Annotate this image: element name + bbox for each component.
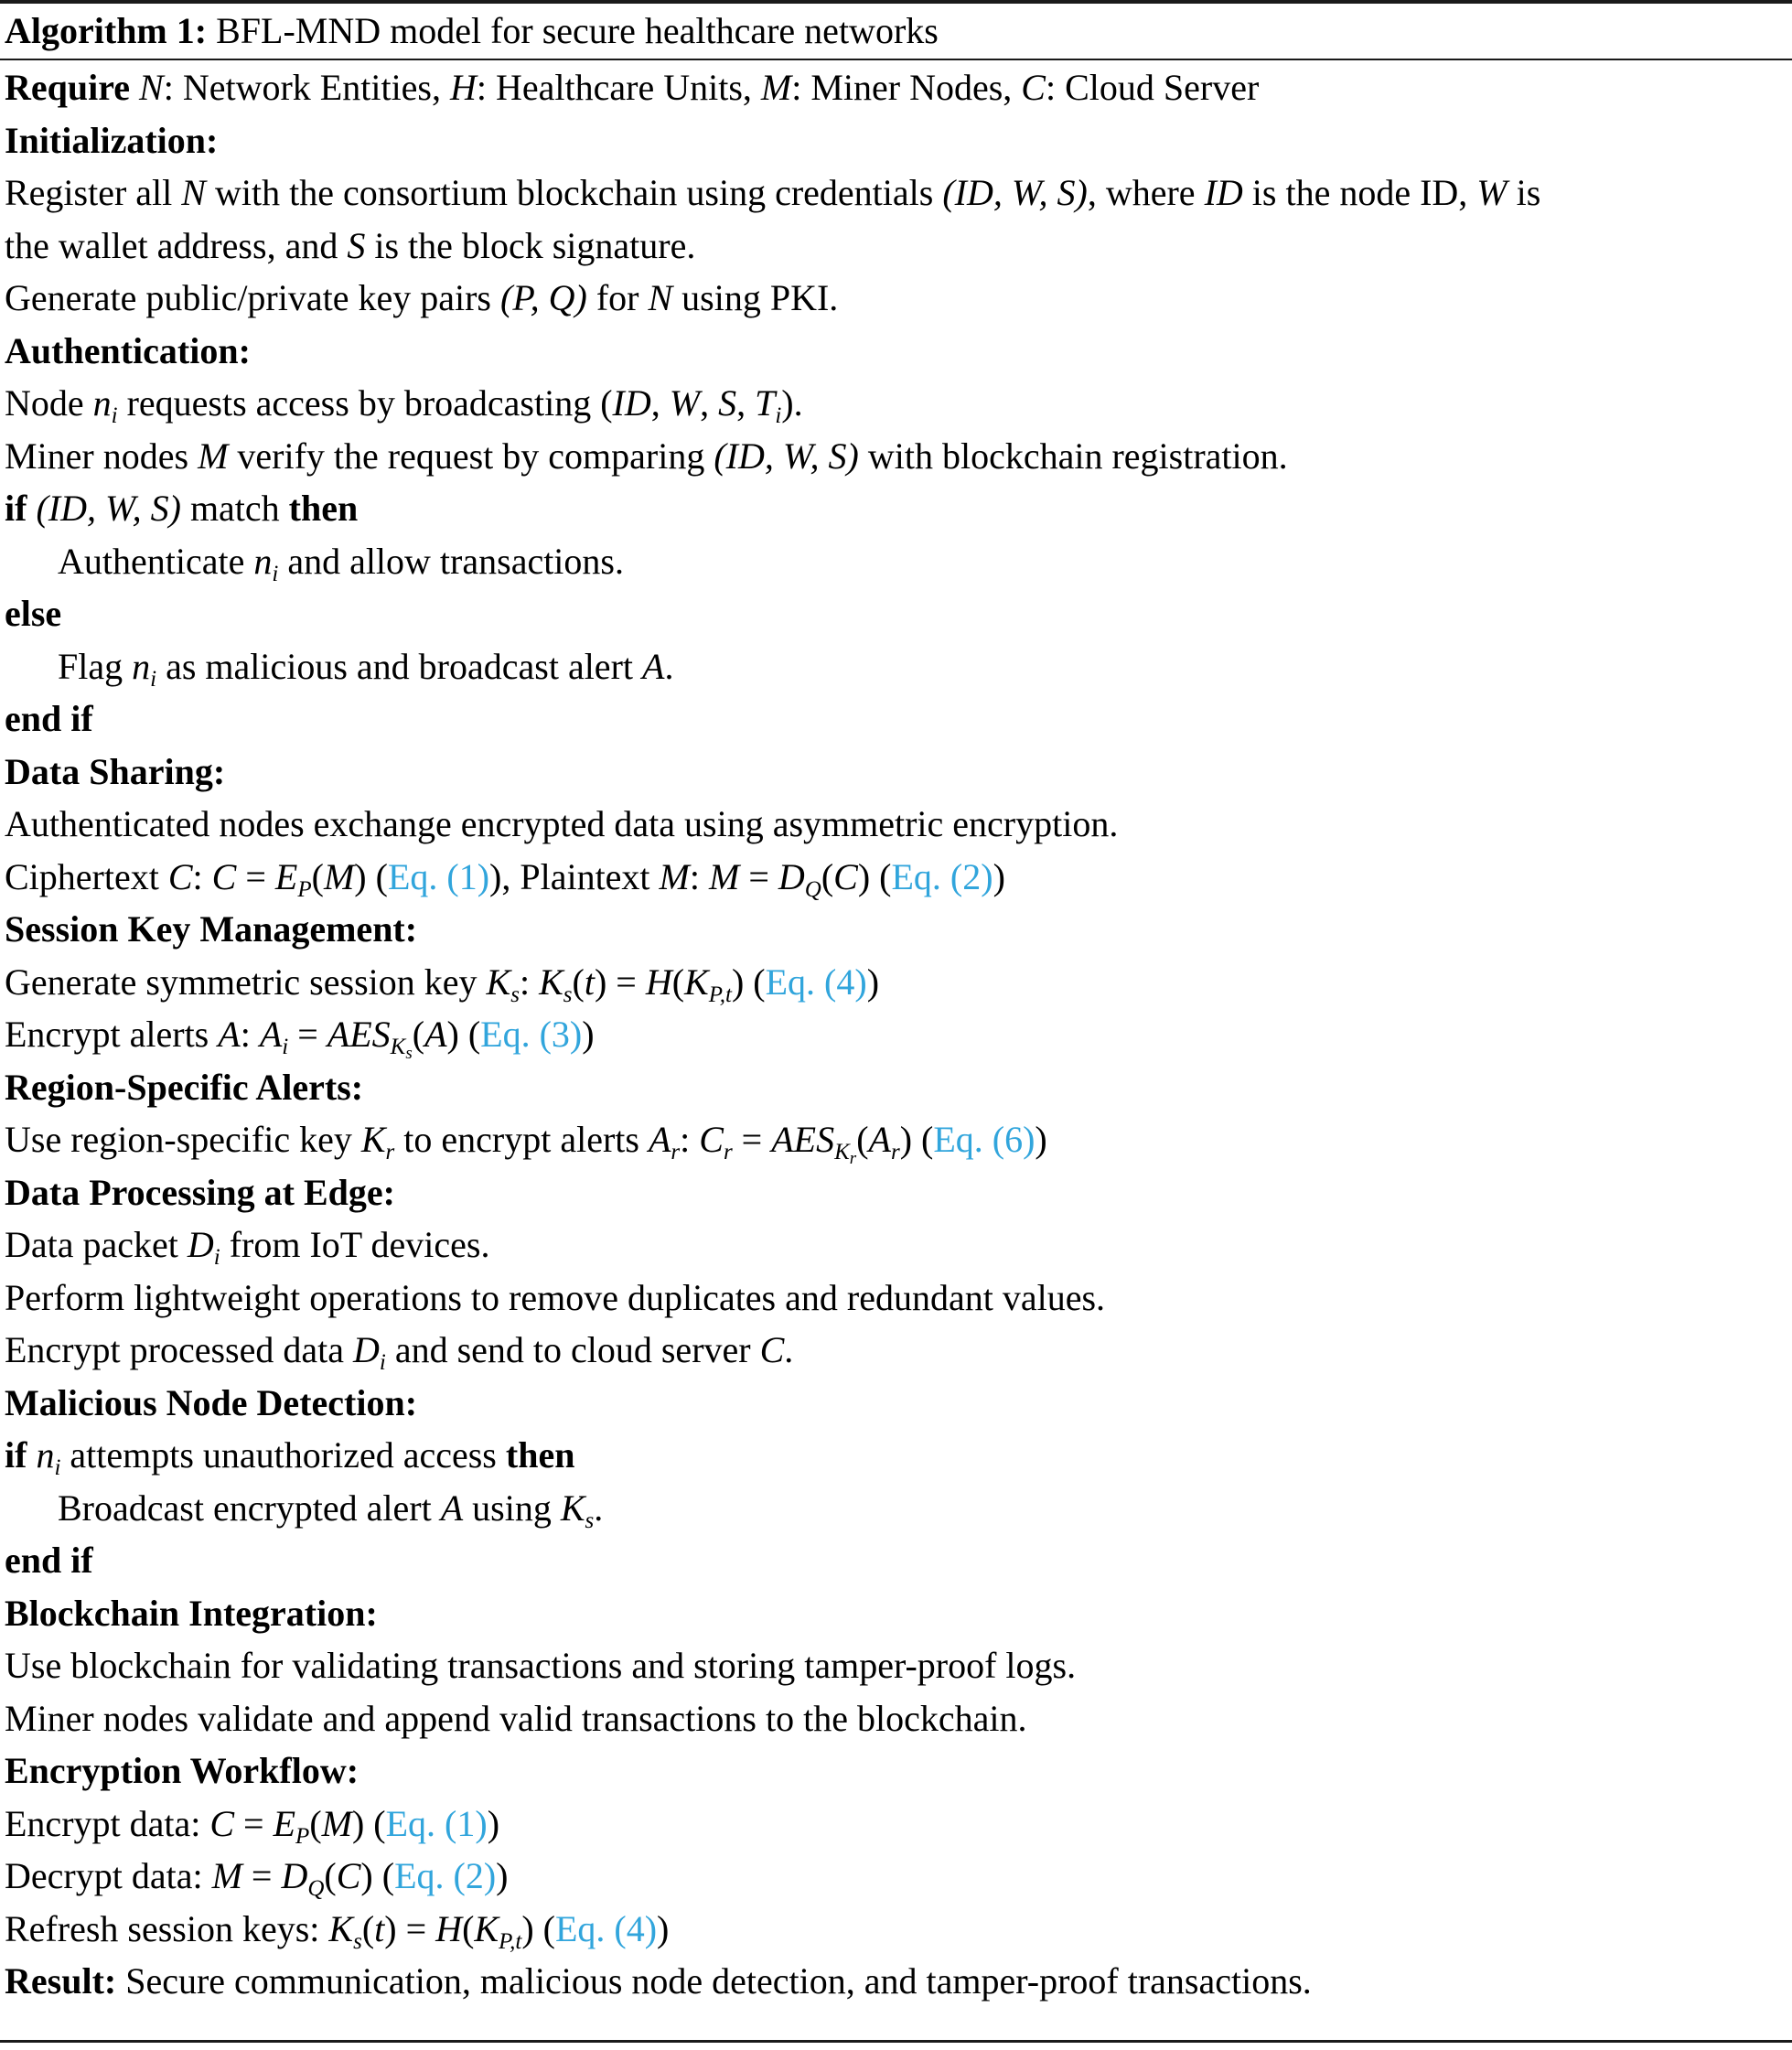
text-segment: ( bbox=[361, 1907, 375, 1949]
text-segment: ID bbox=[612, 382, 651, 424]
text-segment: requests access by broadcasting ( bbox=[117, 382, 613, 424]
text-segment: Region-Specific Alerts: bbox=[5, 1066, 364, 1108]
equation-link[interactable]: Eq. (4) bbox=[554, 1907, 658, 1949]
text-segment: A bbox=[868, 1119, 891, 1160]
text-segment: M bbox=[211, 1855, 242, 1896]
text-segment: D bbox=[778, 855, 805, 897]
algorithm-line bbox=[5, 1272, 1785, 1325]
text-segment: and send to cloud server bbox=[385, 1329, 760, 1370]
text-segment: n bbox=[36, 1434, 55, 1476]
text-segment: ) bbox=[496, 1855, 509, 1896]
text-segment: as malicious and broadcast alert bbox=[156, 645, 642, 687]
text-segment: Broadcast encrypted alert bbox=[58, 1487, 441, 1529]
text-segment: C bbox=[833, 855, 858, 897]
bottom-rule bbox=[0, 2040, 1792, 2043]
text-segment: E bbox=[273, 1802, 296, 1844]
text-segment: N bbox=[139, 67, 164, 108]
text-segment: s bbox=[353, 1928, 362, 1954]
equation-link[interactable]: Eq. (6) bbox=[933, 1119, 1035, 1160]
text-segment: H bbox=[450, 67, 477, 108]
text-segment: M bbox=[760, 67, 792, 108]
text-segment: M bbox=[198, 435, 229, 477]
text-segment: N bbox=[181, 172, 206, 213]
text-segment: : bbox=[519, 961, 540, 1003]
text-segment: Generate public/private key pairs bbox=[5, 277, 500, 318]
text-segment: end if bbox=[5, 698, 93, 739]
text-segment: r bbox=[671, 1140, 681, 1165]
text-segment: P,t bbox=[499, 1928, 522, 1954]
text-segment: , bbox=[736, 382, 756, 424]
text-segment: ) = bbox=[594, 961, 646, 1003]
text-segment: Authentication: bbox=[5, 329, 251, 371]
text-segment: : Cloud Server bbox=[1045, 67, 1260, 108]
text-segment: D bbox=[281, 1855, 308, 1896]
text-segment: to encrypt alerts bbox=[394, 1119, 649, 1160]
text-segment: ( bbox=[309, 1802, 322, 1844]
text-segment: K bbox=[834, 1140, 850, 1165]
text-segment: K bbox=[328, 1907, 354, 1949]
text-segment: ) ( bbox=[899, 1119, 934, 1160]
text-segment: ( bbox=[412, 1014, 425, 1055]
algorithm-line bbox=[5, 535, 1785, 588]
text-segment: i bbox=[111, 403, 118, 428]
text-segment: A bbox=[440, 1487, 464, 1529]
text-segment: ) bbox=[487, 1802, 500, 1844]
algorithm-line bbox=[5, 692, 1785, 746]
algorithm-line bbox=[5, 1744, 1785, 1798]
text-segment: ) ( bbox=[446, 1014, 481, 1055]
equation-link[interactable]: Eq. (1) bbox=[387, 855, 490, 897]
text-segment: s bbox=[510, 982, 520, 1007]
text-segment: verify the request by comparing bbox=[228, 435, 714, 477]
text-segment: M bbox=[321, 1802, 352, 1844]
text-segment: K bbox=[560, 1487, 585, 1529]
text-segment: K bbox=[486, 961, 511, 1003]
text-segment: s bbox=[405, 1044, 413, 1063]
algorithm-line bbox=[5, 1113, 1785, 1166]
text-segment: ) ( bbox=[857, 855, 892, 897]
text-segment: P bbox=[297, 876, 312, 902]
text-segment: t bbox=[374, 1907, 385, 1949]
text-segment: ) bbox=[582, 1014, 595, 1055]
text-segment: i bbox=[272, 561, 279, 586]
algorithm-line bbox=[5, 1166, 1785, 1219]
text-segment: C bbox=[336, 1855, 361, 1896]
text-segment: A bbox=[259, 1014, 283, 1055]
text-segment: attempts unauthorized access bbox=[60, 1434, 506, 1476]
text-segment: : bbox=[680, 1119, 700, 1160]
equation-link[interactable]: Eq. (1) bbox=[385, 1802, 488, 1844]
text-segment: n bbox=[132, 645, 151, 687]
text-segment: Generate symmetric session key bbox=[5, 961, 487, 1003]
algorithm-line bbox=[5, 430, 1785, 483]
text-segment: Authenticate bbox=[58, 540, 254, 582]
text-segment: Encryption Workflow: bbox=[5, 1750, 359, 1791]
text-segment: then bbox=[505, 1434, 575, 1476]
text-segment: (P, Q) bbox=[500, 277, 587, 318]
text-segment: C bbox=[209, 1802, 235, 1844]
text-segment: , where bbox=[1087, 172, 1205, 213]
text-segment: ) = bbox=[384, 1907, 436, 1949]
algorithm-line bbox=[5, 798, 1785, 851]
text-segment: Blockchain Integration: bbox=[5, 1592, 378, 1634]
text-segment: i bbox=[379, 1350, 386, 1375]
text-segment: M bbox=[323, 855, 355, 897]
text-segment: AES bbox=[327, 1014, 391, 1055]
algorithm-line bbox=[5, 1903, 1785, 1956]
text-segment: ) bbox=[657, 1907, 670, 1949]
text-segment: ( bbox=[462, 1907, 475, 1949]
text-segment: ) ( bbox=[354, 855, 388, 897]
text-segment: Use region-specific key bbox=[5, 1119, 361, 1160]
text-segment: ) ( bbox=[351, 1802, 386, 1844]
text-segment: ) bbox=[866, 961, 880, 1003]
text-segment: W bbox=[1476, 172, 1508, 213]
text-segment: is the node ID, bbox=[1242, 172, 1477, 213]
text-segment: = bbox=[234, 1802, 274, 1844]
text-segment: n bbox=[253, 540, 273, 582]
text-segment: C bbox=[1021, 67, 1046, 108]
text-segment: Ciphertext bbox=[5, 855, 168, 897]
text-segment: : Network Entities, bbox=[163, 67, 450, 108]
algorithm-label: Algorithm 1: bbox=[5, 10, 208, 51]
text-segment: Flag bbox=[58, 645, 133, 687]
text-segment: (ID, W, S) bbox=[942, 172, 1088, 213]
text-segment: : Healthcare Units, bbox=[476, 67, 761, 108]
text-segment: t bbox=[584, 961, 595, 1003]
text-segment: is bbox=[1507, 172, 1541, 213]
algorithm-line bbox=[5, 640, 1785, 693]
algorithm-line bbox=[5, 1692, 1785, 1745]
text-segment: Initialization: bbox=[5, 119, 219, 161]
equation-link[interactable]: Eq. (2) bbox=[394, 1855, 497, 1896]
text-segment: A bbox=[642, 645, 665, 687]
text-segment: Authenticated nodes exchange encrypted data using asymmetric encryption. bbox=[5, 803, 1119, 844]
algorithm-line bbox=[5, 1061, 1785, 1114]
text-segment: Encrypt processed data bbox=[5, 1329, 353, 1370]
text-segment: N bbox=[648, 277, 673, 318]
text-segment: Encrypt data: bbox=[5, 1802, 210, 1844]
text-segment: ) ( bbox=[521, 1907, 555, 1949]
text-segment: = bbox=[739, 855, 778, 897]
algorithm-caption bbox=[0, 4, 1792, 59]
text-segment: = bbox=[732, 1119, 772, 1160]
text-segment: = bbox=[236, 855, 275, 897]
text-segment: from IoT devices. bbox=[220, 1224, 490, 1265]
text-segment: . bbox=[784, 1329, 794, 1370]
text-segment: M bbox=[659, 855, 690, 897]
text-segment: i bbox=[282, 1035, 289, 1059]
text-segment: Require bbox=[5, 67, 140, 108]
equation-link[interactable]: Eq. (2) bbox=[891, 855, 993, 897]
text-segment: ) bbox=[1035, 1119, 1047, 1160]
text-segment: r bbox=[385, 1140, 395, 1165]
text-segment: P,t bbox=[708, 982, 732, 1007]
text-segment: , bbox=[650, 382, 670, 424]
text-segment: is the block signature. bbox=[365, 224, 696, 266]
algorithm-line bbox=[5, 1218, 1785, 1272]
text-segment: C bbox=[759, 1329, 785, 1370]
text-segment: C bbox=[167, 855, 193, 897]
algorithm-line bbox=[5, 1324, 1785, 1377]
text-segment: . bbox=[594, 1487, 604, 1529]
algorithm-line bbox=[5, 1850, 1785, 1903]
text-segment: ( bbox=[821, 855, 834, 897]
text-segment: if bbox=[5, 488, 37, 529]
text-segment: C bbox=[211, 855, 237, 897]
text-segment: = bbox=[241, 1855, 282, 1896]
algorithm-line bbox=[5, 482, 1785, 535]
text-segment: with blockchain registration. bbox=[858, 435, 1288, 477]
text-segment: using bbox=[463, 1487, 561, 1529]
text-segment: Result: bbox=[5, 1960, 126, 2002]
text-segment: Refresh session keys: bbox=[5, 1907, 329, 1949]
text-segment: Data Processing at Edge: bbox=[5, 1171, 395, 1213]
text-segment: Perform lightweight operations to remove duplicates and redundant values. bbox=[5, 1276, 1106, 1318]
text-segment: P bbox=[295, 1823, 310, 1849]
text-segment: Encrypt alerts bbox=[5, 1014, 219, 1055]
algorithm-line bbox=[5, 746, 1785, 799]
text-segment: Malicious Node Detection: bbox=[5, 1381, 418, 1423]
text-segment: if bbox=[5, 1434, 37, 1476]
algorithm-line bbox=[5, 587, 1785, 640]
text-segment: with the consortium blockchain using credentials bbox=[205, 172, 943, 213]
algorithm-line bbox=[5, 903, 1785, 956]
text-segment: : bbox=[689, 855, 709, 897]
text-segment: D bbox=[187, 1224, 214, 1265]
text-segment: M bbox=[709, 855, 740, 897]
text-segment: Register all bbox=[5, 172, 182, 213]
text-segment: K bbox=[360, 1119, 386, 1160]
text-segment: K bbox=[539, 961, 563, 1003]
text-segment: s bbox=[585, 1508, 595, 1533]
text-segment: Miner nodes bbox=[5, 435, 199, 477]
algorithm-line bbox=[5, 114, 1785, 167]
text-segment: Session Key Management: bbox=[5, 908, 418, 950]
text-segment: Data packet bbox=[5, 1224, 188, 1265]
text-segment: and allow transactions. bbox=[278, 540, 624, 582]
equation-link[interactable]: Eq. (3) bbox=[480, 1014, 583, 1055]
text-segment: E bbox=[274, 855, 298, 897]
algorithm-line bbox=[5, 1429, 1785, 1482]
text-segment: Data Sharing: bbox=[5, 750, 226, 792]
algorithm-line bbox=[5, 272, 1785, 325]
text-segment: ( bbox=[572, 961, 585, 1003]
text-segment: Q bbox=[804, 876, 821, 902]
text-segment: i bbox=[54, 1455, 61, 1480]
text-segment: match bbox=[180, 488, 289, 529]
text-segment: . bbox=[664, 645, 674, 687]
algorithm-body bbox=[0, 60, 1792, 2008]
text-segment: ( bbox=[324, 1855, 337, 1896]
text-segment: AES bbox=[771, 1119, 835, 1160]
text-segment: i bbox=[775, 403, 782, 428]
text-segment: : bbox=[240, 1014, 260, 1055]
text-segment: A bbox=[424, 1014, 447, 1055]
text-segment: ) bbox=[993, 855, 1005, 897]
algorithm-line bbox=[5, 1482, 1785, 1535]
algorithm-line bbox=[5, 1534, 1785, 1587]
text-segment: (ID, W, S) bbox=[714, 435, 859, 477]
text-segment: : Miner Nodes, bbox=[791, 67, 1022, 108]
text-segment: Secure communication, malicious node detection, and tamper-proof transactions. bbox=[125, 1960, 1312, 2002]
algorithm-line bbox=[5, 166, 1785, 220]
text-segment: r bbox=[723, 1140, 733, 1165]
text-segment: then bbox=[288, 488, 359, 529]
algorithm-line bbox=[5, 1639, 1785, 1692]
text-segment: n bbox=[92, 382, 112, 424]
algorithm-line bbox=[5, 956, 1785, 1009]
algorithm-line bbox=[5, 1377, 1785, 1430]
text-segment: S bbox=[347, 224, 366, 266]
text-segment: end if bbox=[5, 1540, 93, 1581]
text-segment: : bbox=[192, 855, 212, 897]
text-segment: Use blockchain for validating transactions and storing tamper-proof logs. bbox=[5, 1645, 1077, 1686]
text-segment: Miner nodes validate and append valid transactions to the blockchain. bbox=[5, 1697, 1027, 1739]
text-segment: r bbox=[849, 1149, 857, 1168]
text-segment: ( bbox=[856, 1119, 869, 1160]
algorithm-line bbox=[5, 1587, 1785, 1640]
algorithm-line bbox=[5, 1798, 1785, 1851]
text-segment: A bbox=[648, 1119, 671, 1160]
text-segment: else bbox=[5, 593, 62, 634]
text-segment: the wallet address, and bbox=[5, 224, 348, 266]
text-segment: A bbox=[218, 1014, 241, 1055]
text-segment: S bbox=[718, 382, 737, 424]
algorithm-line bbox=[5, 377, 1785, 430]
text-segment: i bbox=[150, 666, 157, 692]
text-segment: (ID, W, S) bbox=[36, 488, 181, 529]
text-segment: K bbox=[684, 961, 709, 1003]
text-segment: ) ( bbox=[731, 961, 766, 1003]
text-segment: for bbox=[586, 277, 649, 318]
text-segment: i bbox=[213, 1245, 220, 1270]
text-segment: = bbox=[288, 1014, 327, 1055]
text-segment: ID bbox=[1204, 172, 1243, 213]
text-segment: ) ( bbox=[360, 1855, 395, 1896]
text-segment: Decrypt data: bbox=[5, 1855, 212, 1896]
algorithm-line bbox=[5, 851, 1785, 904]
text-segment: Node bbox=[5, 382, 93, 424]
equation-link[interactable]: Eq. (4) bbox=[765, 961, 867, 1003]
text-segment: using PKI. bbox=[672, 277, 839, 318]
text-segment: K bbox=[390, 1035, 406, 1059]
text-segment: ( bbox=[311, 855, 324, 897]
text-segment: T bbox=[755, 382, 776, 424]
text-segment: K bbox=[474, 1907, 499, 1949]
algorithm-line bbox=[5, 1008, 1785, 1061]
text-segment: D bbox=[352, 1329, 380, 1370]
algorithm-line bbox=[5, 1955, 1785, 2008]
text-segment: , bbox=[700, 382, 719, 424]
text-segment: W bbox=[669, 382, 701, 424]
text-segment: r bbox=[890, 1140, 900, 1165]
text-segment: H bbox=[645, 961, 672, 1003]
algorithm-title: BFL-MND model for secure healthcare networks bbox=[207, 10, 939, 51]
text-segment: C bbox=[699, 1119, 724, 1160]
text-segment: s bbox=[563, 982, 573, 1007]
text-segment: Q bbox=[307, 1876, 325, 1901]
text-segment: ), Plaintext bbox=[489, 855, 660, 897]
text-segment: H bbox=[435, 1907, 463, 1949]
algorithm-line bbox=[5, 61, 1785, 114]
algorithm-line bbox=[5, 220, 1785, 273]
algorithm-line bbox=[5, 325, 1785, 378]
text-segment: ). bbox=[781, 382, 803, 424]
text-segment: ( bbox=[671, 961, 685, 1003]
